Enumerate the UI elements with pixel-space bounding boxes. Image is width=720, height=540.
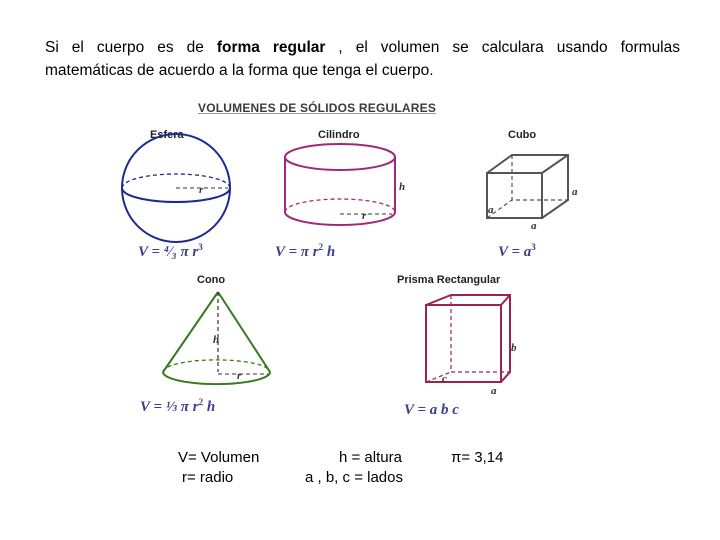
cone-label: Cono [197,274,226,286]
cube-front-face [487,173,542,218]
prism-hidden-diagonal [426,372,451,382]
intro-text-a: Si el cuerpo es de [45,39,217,56]
cylinder-bottom-back [285,199,395,212]
prism-back-edges [426,295,510,382]
cylinder-formula-tail: h [323,244,336,260]
cylinder-drawing [285,144,395,225]
prism-front-face [426,305,501,382]
cube-formula-exp: 3 [531,242,536,252]
cylinder-h-label: h [399,181,406,193]
figure-title: VOLUMENES DE SÓLIDOS REGULARES [198,101,437,115]
cone-formula-text: V = ⅓ π r [140,399,199,415]
cylinder-label: Cilindro [318,129,360,141]
legend-radius: r= radio [182,469,234,486]
cylinder-r-label: r [362,210,367,222]
prism-drawing [426,295,510,382]
prism-b-label: b [511,342,517,354]
legend-pi: π= 3,14 [451,449,504,466]
sphere-r-label: r [199,184,204,196]
prism-label: Prisma Rectangular [397,274,501,286]
sphere-formula-exp: 3 [198,242,203,252]
cone-base-back [163,360,270,372]
cube-formula-text: V = a [498,244,532,260]
sphere-equator-back [122,174,230,188]
intro-line-2: matemáticas de acuerdo a la forma que tenga el cuerpo. [45,62,434,79]
cube-label: Cubo [508,129,537,141]
sphere-equator-front [122,188,230,202]
cylinder-top [285,144,395,170]
legend-sides: a , b, c = lados [305,469,403,486]
cube-a-label-right: a [572,186,578,198]
cone-h-label: h [213,334,220,346]
cone-formula-tail: h [203,399,216,415]
prism-formula: V = a b c [404,402,459,418]
legend-height: h = altura [339,449,402,466]
sphere-label: Esfera [150,129,184,141]
cone-formula-exp: 2 [198,397,204,407]
cube-a-label-bottom: a [531,220,537,232]
cylinder-formula-exp: 2 [318,242,324,252]
prism-top-edge [501,295,510,305]
prism-a-label: a [491,385,497,397]
sphere-drawing [122,134,230,242]
cube-top-edge [542,155,568,173]
intro-bold-term: forma regular [216,39,326,56]
prism-c-label: c [442,373,447,385]
legend-volume: V= Volumen [178,449,260,466]
cube-a-label-depth: a [488,204,494,216]
intro-text-b: , el volumen se calculara usando formulas [325,39,680,56]
cone-r-label: r [237,370,242,382]
sphere-formula-text: V = ⁴⁄₃ π r [138,244,199,260]
cube-drawing [487,155,568,218]
cylinder-formula-text: V = π r [275,244,319,260]
